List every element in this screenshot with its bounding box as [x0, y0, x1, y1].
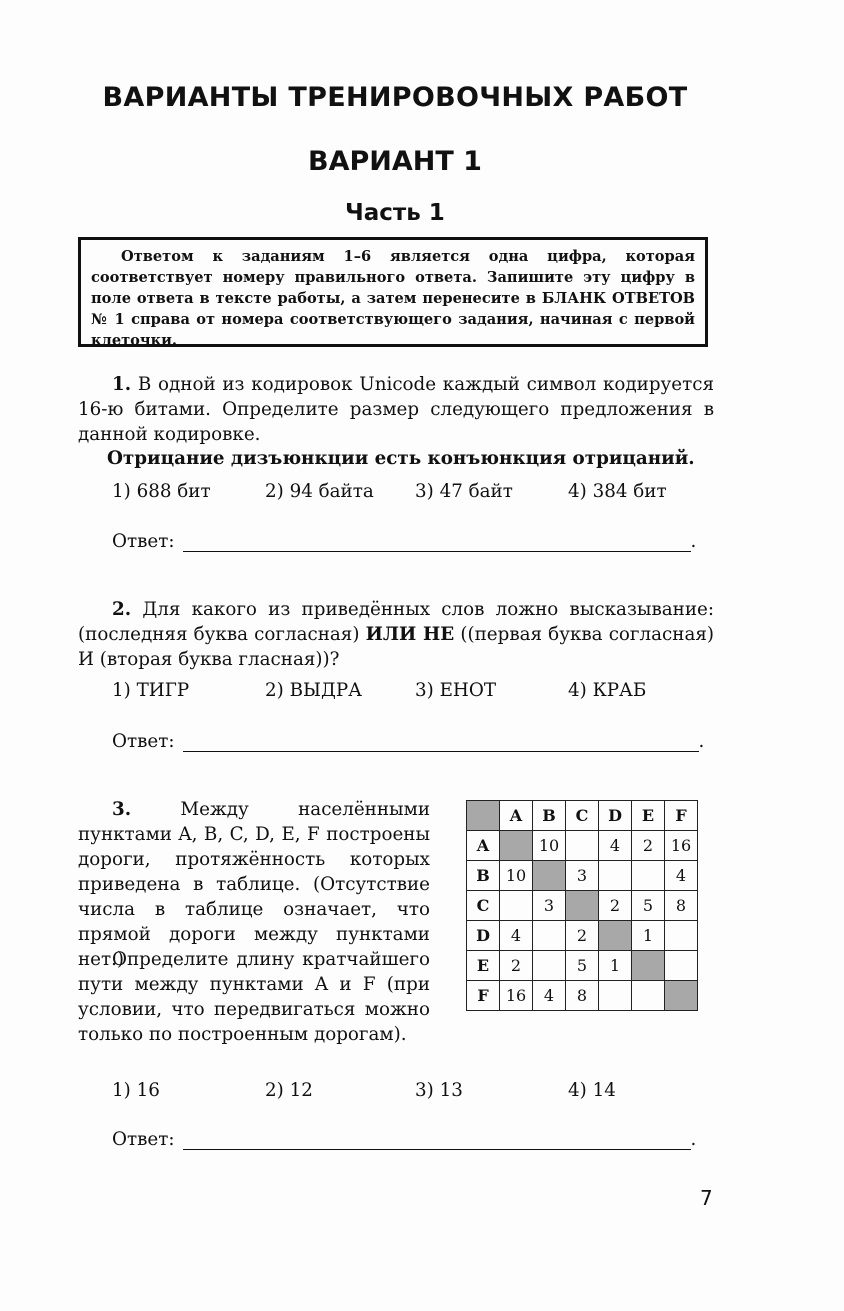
table-cell — [665, 981, 698, 1011]
task-2-body-a: Для какого из приведённых слов ложно высказывание: (последняя буква согласная) — [78, 599, 715, 645]
table-row-header: C — [467, 891, 500, 921]
table-row-header: F — [467, 981, 500, 1011]
table-row-header: A — [467, 831, 500, 861]
task-2-option-3: 3) ЕНОТ — [415, 680, 497, 701]
table-cell — [665, 951, 698, 981]
table-cell: 16 — [500, 981, 533, 1011]
task-2-option-2: 2) ВЫДРА — [265, 680, 363, 701]
task-3-option-2: 2) 12 — [265, 1080, 313, 1101]
page-heading: ВАРИАНТЫ ТРЕНИРОВОЧНЫХ РАБОТ — [102, 82, 688, 113]
table-row-header: D — [467, 921, 500, 951]
task-1-text — [78, 372, 714, 447]
table-cell — [665, 921, 698, 951]
table-cell — [632, 861, 665, 891]
table-cell: 8 — [566, 981, 599, 1011]
table-cell: 2 — [599, 891, 632, 921]
table-cell: 5 — [566, 951, 599, 981]
table-cell: 10 — [533, 831, 566, 861]
task-3-text — [78, 797, 430, 972]
task-1-answer-field[interactable] — [183, 531, 691, 552]
table-row — [467, 951, 698, 981]
table-cell — [599, 861, 632, 891]
table-cell — [632, 951, 665, 981]
task-1-body: В одной из кодировок Unicode каждый символ кодируется 16-ю битами. Определите размер следующего предложения в данной кодировке. — [78, 374, 714, 445]
task-2-option-1: 1) ТИГР — [112, 680, 190, 701]
table-col-header: B — [533, 801, 566, 831]
table-corner-cell — [467, 801, 500, 831]
table-cell — [500, 891, 533, 921]
task-2-operator: ИЛИ НЕ — [365, 624, 455, 645]
table-cell: 4 — [599, 831, 632, 861]
task-3-number: 3. — [112, 799, 132, 820]
table-cell: 2 — [566, 921, 599, 951]
table-cell: 4 — [665, 861, 698, 891]
table-cell: 3 — [533, 891, 566, 921]
table-cell — [533, 951, 566, 981]
page-number: 7 — [700, 1186, 713, 1210]
table-cell: 2 — [632, 831, 665, 861]
table-cell — [599, 981, 632, 1011]
task-3-answer: Ответ: . — [112, 1129, 697, 1150]
table-cell: 3 — [566, 861, 599, 891]
table-cell: 16 — [665, 831, 698, 861]
table-cell — [533, 861, 566, 891]
task-3-options — [0, 1080, 844, 1106]
task-1-answer-label: Ответ: — [112, 531, 175, 552]
task-3-answer-label: Ответ: — [112, 1129, 175, 1150]
table-cell: 1 — [599, 951, 632, 981]
table-cell: 8 — [665, 891, 698, 921]
task-3-option-1: 1) 16 — [112, 1080, 160, 1101]
task-1-option-4: 4) 384 бит — [568, 481, 667, 502]
task-3-answer-field[interactable] — [183, 1129, 691, 1150]
table-col-header: E — [632, 801, 665, 831]
part-title: Часть 1 — [345, 200, 445, 226]
table-cell — [566, 891, 599, 921]
instructions-box: Ответом к заданиям 1–6 является одна цифра, которая соответствует номеру правильного ответа. Запишите эту цифру в поле ответа в тексте работы, а затем перенесите в БЛАНК ОТВЕТОВ № 1 справа от номера соответствующего задания, начиная с первой клеточки. — [78, 237, 708, 347]
table-cell: 4 — [500, 921, 533, 951]
task-3-question: Определите длину кратчайшего пути между пунктами A и F (при условии, что передвигаться можно только по построенным дорогам). — [78, 949, 430, 1045]
table-col-header: D — [599, 801, 632, 831]
table-col-header: C — [566, 801, 599, 831]
task-2-text — [78, 597, 714, 672]
table-cell — [599, 921, 632, 951]
task-1-options — [0, 481, 844, 507]
table-cell — [500, 831, 533, 861]
table-row-header: B — [467, 861, 500, 891]
task-1-option-3: 3) 47 байт — [415, 481, 513, 502]
task-2-answer-field[interactable] — [183, 731, 699, 752]
task-2-answer-label: Ответ: — [112, 731, 175, 752]
table-row — [467, 861, 698, 891]
table-col-header: A — [500, 801, 533, 831]
task-2-options — [0, 680, 844, 706]
task-1-sentence: Отрицание дизъюнкции есть конъюнкция отрицаний. — [107, 448, 695, 469]
task-2-body-b: ((первая буква согласная) И (вторая буква гласная))? — [78, 624, 715, 670]
table-cell — [533, 921, 566, 951]
task-3-body: Между населёнными пунктами A, B, C, D, E, F построены дороги, протяжённость которых приведена в таблице. (Отсутствие числа в таблице означает, что прямой дороги между пунктами нет.) — [78, 799, 431, 970]
task-1-option-2: 2) 94 байта — [265, 481, 374, 502]
table-cell — [566, 831, 599, 861]
table-cell: 4 — [533, 981, 566, 1011]
task-2-answer: Ответ: . — [112, 731, 705, 752]
table-cell: 5 — [632, 891, 665, 921]
task-1-option-1: 1) 688 бит — [112, 481, 211, 502]
variant-title: ВАРИАНТ 1 — [308, 146, 482, 177]
task-2-option-4: 4) КРАБ — [568, 680, 647, 701]
table-cell: 1 — [632, 921, 665, 951]
table-cell — [632, 981, 665, 1011]
table-row — [467, 831, 698, 861]
distance-table — [466, 800, 698, 1011]
task-2-number: 2. — [112, 599, 132, 620]
table-row-header: E — [467, 951, 500, 981]
table-cell: 10 — [500, 861, 533, 891]
task-3-option-4: 4) 14 — [568, 1080, 616, 1101]
task-1-number: 1. — [112, 374, 132, 395]
table-cell: 2 — [500, 951, 533, 981]
table-row — [467, 891, 698, 921]
table-header-row — [467, 801, 698, 831]
task-1-answer: Ответ: . — [112, 531, 697, 552]
table-row — [467, 981, 698, 1011]
table-col-header: F — [665, 801, 698, 831]
task-3-option-3: 3) 13 — [415, 1080, 463, 1101]
table-row — [467, 921, 698, 951]
